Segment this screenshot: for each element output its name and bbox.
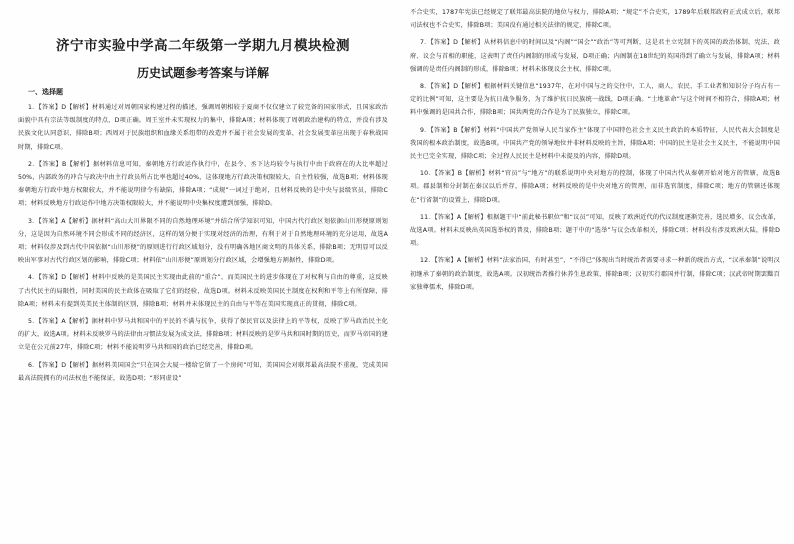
answer-paragraph: 5．【答案】A【解析】据材料中罗马共和国中的平民的不满与抗争，获得了保民官以及法律上的平等权，反映了罗马政治民主化的扩大，故选A项。材料未反映罗马的法律由习惯法发展为成文法，排除B项；材料反映的是罗马共和国时期的历史，而罗马帝国的建立是在公元前27年，排除C项；材料不能说明罗马共和国的政治已经完善，排除D项。 xyxy=(18,318,388,352)
left-column xyxy=(18,0,388,544)
answer-paragraph: 3．【答案】A【解析】据材料“高山大川界限不同的自然地理环境”并结合所学知识可知，中国古代行政区划依据山川形便原则划分，这是因为自然环境不同会形成不同的经济区，这样的划分便于实现对经济的治理，有利于对于自然地理环境的充分运用，故选A项；材料仅涉及到古代中国依据“山川形便”的原则进行行政区域划分，没有明确各地区商文明的具体关系，排除B项；无明显可以反映出军事对古代行政区划的影响，排除C项；材料依“山川形便”原则划分行政区域，会增强地方割据性，排除D项。 xyxy=(18,217,388,265)
answer-paragraph: 2．【答案】B【解析】据材料信息可知，秦朝地方行政运作执行中，在县令、丞下达均较令与执行中由于政府在的大比率超过50%，内部政务的冲合与政决中由主行政员所占比率也超过40%，这体现地方行政决策权限较大，自主性较强，故选B项；材料体现秦朝地方行政中地方权限较大，并不能说明律令有缺陷，排除A项；“成规”一词过于绝对，且材料反映的是中央与县级官员，排除C项；材料反映地方行政运作中地方决策权限较大，并不能说明中央集权度遭到加强，排除D。 xyxy=(18,160,388,208)
answer-paragraph: 8．【答案】D【解析】根据材料关键信息“1937年，在对中国与之的交往中，工人，商人，农民、手工业者和知识分子均占有一定的比例”可知，这主要是为抗日战争服务，为了维护抗日民族统一战线，D项正确。“土地革命”与这个时间不相符合，排除A项；材料中强调的是国共合作，排除B项；国共两党的合作是为了民族独立，排除C项。 xyxy=(410,83,780,117)
answer-paragraph: 4．【答案】D【解析】材料中反映的是美国民主实现由此前的“重合”，而美国民主的进步体现在了对权利与自由的尊重，这反映了古代民主的局限性，同时美国的民主政体在吸取了它们的经验，故选D项。材料未反映美国民主制度在权利和平等上有所保障，排除A项；材料未有提到英美民主体制的区别，排除B项；材料并未体现民主的自由与平等在美国实现真正的贯彻，排除C项。 xyxy=(18,274,388,308)
right-column xyxy=(410,0,780,544)
document-subtitle: 历史试题参考答案与详解 xyxy=(136,66,269,80)
answer-paragraph: 6．【答案】D【解析】据材料美国国会“只在国会大厦一楼给它留了一个房间”可知，美国国会对联邦最高法院不重视，完成美国最高法院拥有的司法权也不能保证，故选D项；“形同虚设” xyxy=(18,361,388,382)
answer-paragraph: 12．【答案】A【解析】材料“法家治国，有时甚至”，“不得已”体现出当时统治者需要寻求一种新的统治方式，“汉承秦制”说明汉初继承了秦朝的政治制度，故选A项。汉初统治者推行休养生息政策，排除B项；汉初实行郡国并行制，排除C项；汉武帝时期罢黜百家独尊儒术，排除D项。 xyxy=(410,257,780,291)
answer-paragraph: 7．【答案】D【解析】从材料信息中的时间以及“内阁”“国会”“政治”等可判断，这是君主立宪制下的英国的政治体制，宪法、政府、议会与首相的职能，这表明了责任内阁制的形成与发展，D项正确；内阁制在18世纪的英国得到了确立与发展，排除A项；材料强调的是责任内阁制的形成，排除B项；材料未体现议会主权，排除C项。 xyxy=(410,39,780,73)
answer-paragraph: 11．【答案】A【解析】根据题干中“前此秘书职位”和“议员”可知，反映了欧洲近代的代议制度逐渐完善，选民增多，议会改革，故选A项。材料未反映出英国选举权的普及，排除B项；题干中的“选举”与议会改革相关，排除C项；材料没有涉及欧洲大陆，排除D项。 xyxy=(410,213,780,248)
section-heading: 一、选择题 xyxy=(28,88,63,96)
answer-paragraph: 1．【答案】D【解析】材料通过对周朝国家构建过程的描述，强调周朝相较于夏商不仅仅建立了较完备的国家形式，且国家政治面貌中具有宗法等级制度的特点，D项正确。周王室并未实现权力的集中，排除A项；材料体现了周朝政治建构的特点，并没有涉及民族文化认同意识，排除B项；西周对于民族组织和血缘关系纽带的改造并不属于社会发展的变革，社会发展变革应出现于春秋战国时期，排除C项。 xyxy=(18,104,388,151)
answer-paragraph: 10．【答案】B【解析】材料“官员”与“地方”的联系说明中央对地方的控制，体现了中国古代从秦朝开始对地方的管辖，故选B项。郡县制和分封制在秦汉以后并存，排除A项；材料反映的是中央对地方的管理，而非选官制度，排除C项；地方的管辖还体现在“行省制”的设置上，排除D项。 xyxy=(410,170,780,204)
document-title: 济宁市实验中学高二年级第一学期九月模块检测 xyxy=(56,38,350,54)
answer-paragraph: 不合史实，1787年宪法已经规定了联邦最高法院的地位与权力，排除A项；“规定”不合史实，1789年后联邦政府正式成立后，联邦司法权也不合史实，排除B项；美国没有通过相关法律的规定，排除C项。 xyxy=(410,9,780,30)
answer-paragraph: 9．【答案】B【解析】材料“中国共产党领导人民当家作主”体现了中国特色社会主义民主政治的本质特征，人民代表大会制度是我国的根本政治制度，故选B项。中国共产党的领导地位并非材料反映的主旨，排除A项；中国的民主是社会主义民主，不能说明中国民主已完全实现，排除C项；全过程人民民主是材料中未提及的内容，排除D项。 xyxy=(410,126,780,161)
